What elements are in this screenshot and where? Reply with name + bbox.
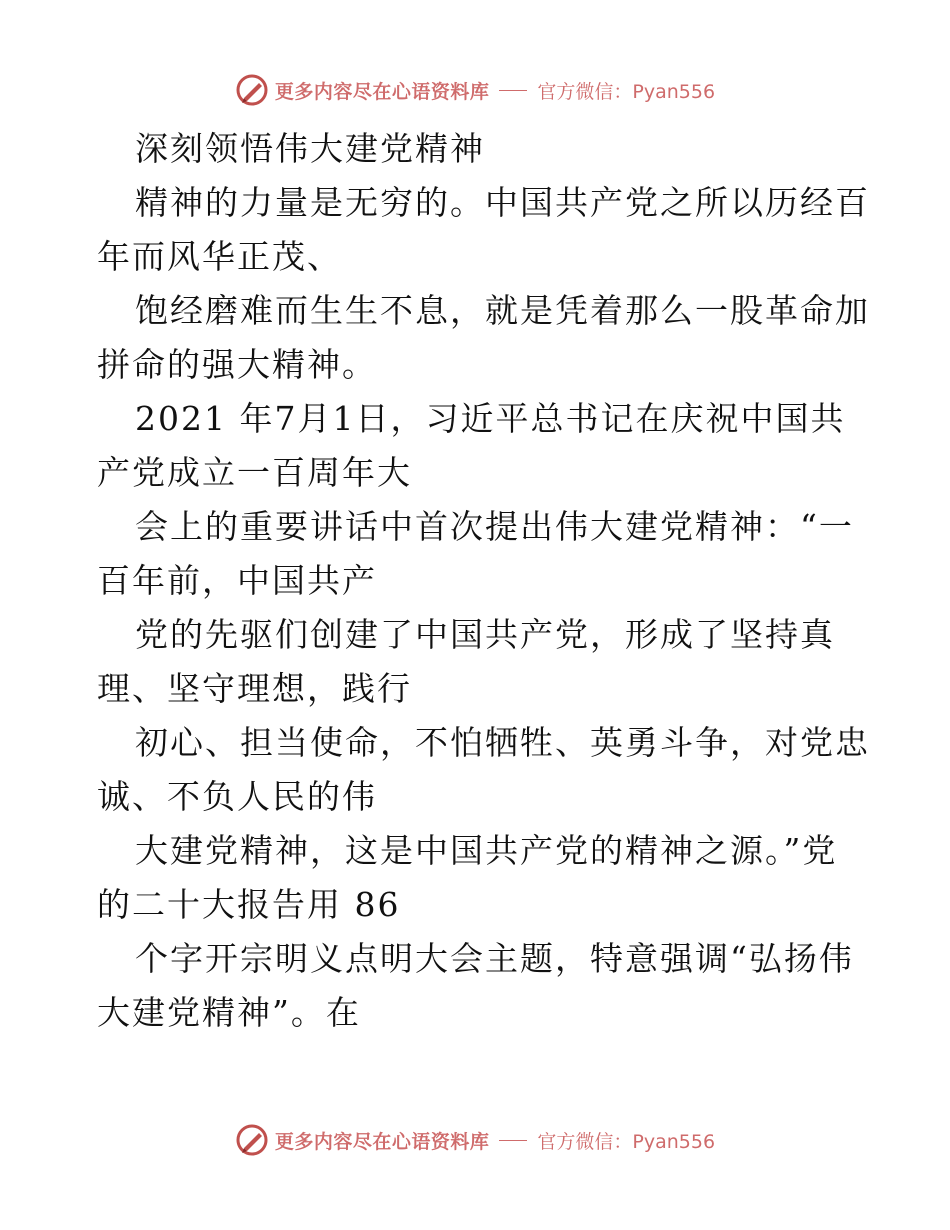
body-line: 2021 年7月1日，习近平总书记在庆祝中国共 <box>135 399 846 438</box>
body-line: 大建党精神”。在 <box>97 993 361 1032</box>
body-line: 产党成立一百周年大 <box>97 453 412 492</box>
body-line: 诚、不负人民的伟 <box>97 777 377 816</box>
body-line: 精神的力量是无穷的。中国共产党之所以历经百 <box>135 183 870 222</box>
body-line: 党的先驱们创建了中国共产党，形成了坚持真 <box>135 615 835 654</box>
footer-banner <box>0 1120 950 1160</box>
body-line: 理、坚守理想，践行 <box>97 669 412 708</box>
body-line: 百年前，中国共产 <box>97 561 377 600</box>
footer-banner-main: 更多内容尽在心语资料库 <box>274 1130 490 1153</box>
pen-logo-icon <box>235 73 269 107</box>
footer-banner-wechat: 官方微信：Pyan556 <box>537 1130 716 1153</box>
body-line: 深刻领悟伟大建党精神 <box>135 129 485 168</box>
article-body <box>97 122 870 1040</box>
header-banner-main: 更多内容尽在心语资料库 <box>274 80 490 103</box>
body-line: 拼命的强大精神。 <box>97 345 377 384</box>
pen-logo-icon <box>235 1123 269 1157</box>
body-line: 的二十大报告用 86 <box>97 885 401 924</box>
body-line: 饱经磨难而生生不息，就是凭着那么一股革命加 <box>135 291 870 330</box>
body-line: 初心、担当使命，不怕牺牲、英勇斗争，对党忠 <box>135 723 870 762</box>
body-line: 大建党精神，这是中国共产党的精神之源。”党 <box>135 831 838 870</box>
header-banner <box>0 70 950 110</box>
body-line: 会上的重要讲话中首次提出伟大建党精神：“一 <box>135 507 854 546</box>
header-banner-wechat: 官方微信：Pyan556 <box>537 80 716 103</box>
body-line: 年而风华正茂、 <box>97 237 342 276</box>
header-banner-divider <box>499 90 527 91</box>
footer-banner-divider <box>499 1140 527 1141</box>
body-line: 个字开宗明义点明大会主题，特意强调“弘扬伟 <box>135 939 854 978</box>
